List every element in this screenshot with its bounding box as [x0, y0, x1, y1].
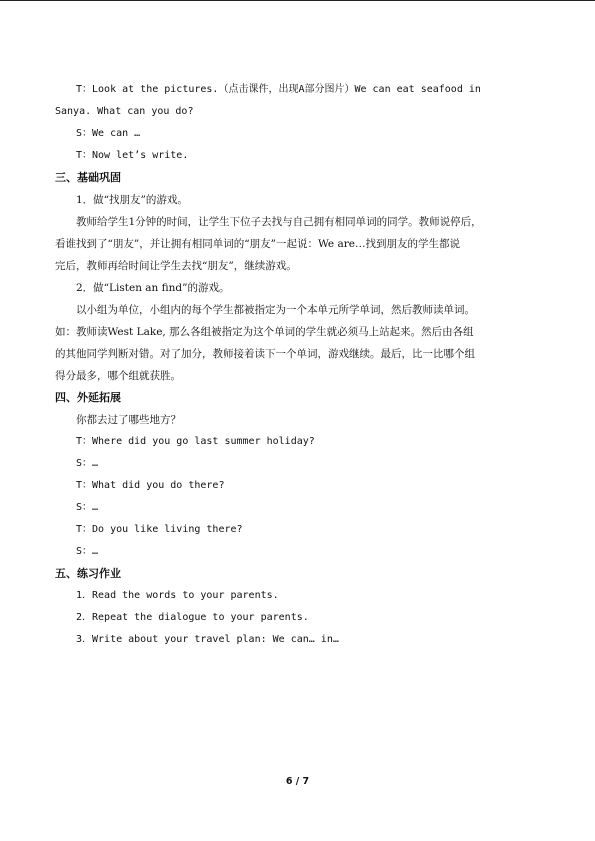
- text-line: 2．Repeat the dialogue to your parents.: [76, 612, 309, 623]
- text-line: S：…: [76, 546, 99, 557]
- text-line: 看谁找到了“朋友”，并让拥有相同单词的“朋友”一起说：We are…找到朋友的学生都说: [55, 238, 460, 250]
- text-line: S：…: [76, 458, 99, 469]
- text-line: 得分最多，哪个组就获胜。: [55, 370, 181, 382]
- text-line: 3．Write about your travel plan: We can… in…: [76, 634, 339, 645]
- text-line: 完后，教师再给时间让学生去找“朋友”，继续游戏。: [55, 260, 297, 272]
- text-line: 如：教师读West Lake, 那么各组被指定为这个单词的学生就必须马上站起来。然后由各组: [55, 326, 474, 338]
- text-line: 以小组为单位，小组内的每个学生都被指定为一个本单元所学单词，然后教师读单词。: [76, 304, 475, 316]
- page-number: 6 / 7: [285, 776, 310, 787]
- text-line: Sanya. What can you do?: [55, 106, 194, 117]
- section-heading: 四、外延拓展: [55, 391, 121, 404]
- text-line: T：What did you do there?: [76, 480, 225, 491]
- text-line: 的其他同学判断对错。对了加分，教师接着读下一个单词，游戏继续。最后，比一比哪个组: [55, 348, 475, 360]
- section-heading: 三、基础巩固: [55, 171, 121, 184]
- text-line: 你都去过了哪些地方？: [76, 414, 181, 426]
- text-line: T：Do you like living there?: [76, 524, 243, 535]
- top-rule: [0, 0, 595, 1]
- text-line: T：Where did you go last summer holiday?: [76, 436, 315, 447]
- text-line: T：Look at the pictures.（点击课件，出现A部分图片）We can eat seafood in: [76, 84, 481, 95]
- section-heading: 五、练习作业: [55, 567, 121, 580]
- text-line: T：Now let’s write.: [76, 150, 189, 161]
- text-line: 2．做“Listen an find”的游戏。: [76, 282, 230, 294]
- text-line: S：…: [76, 502, 99, 513]
- text-line: 1．做“找朋友”的游戏。: [76, 194, 188, 206]
- text-line: 1．Read the words to your parents.: [76, 590, 279, 601]
- document-body: [55, 79, 525, 651]
- text-line: 教师给学生1分钟的时间，让学生下位子去找与自己拥有相同单词的同学。教师说停后，: [76, 216, 482, 228]
- text-line: S：We can …: [76, 128, 141, 139]
